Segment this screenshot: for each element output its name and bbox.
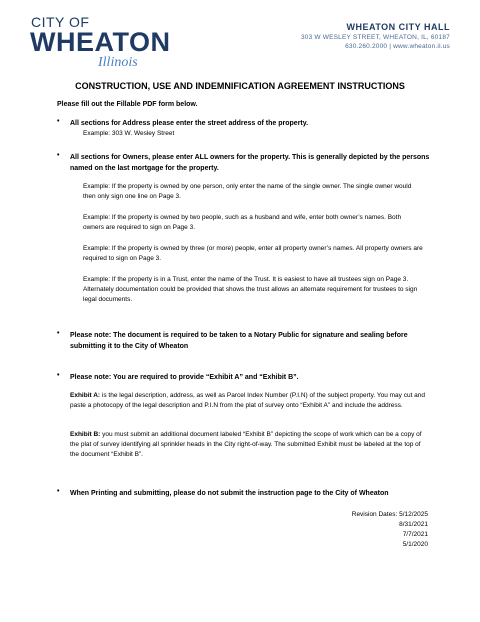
owners-example-1: Example: If the property is owned by one person, only enter the name of the single owner. The single owner would then only sign one line on Page 3.	[83, 183, 412, 200]
exhibit-a-text: is the legal description, address, as well as Parcel Index Number (P.I.N) of the subject property. You may cut and paste a photocopy of the legal description and P.I.N from the plat of survey onto “Exhibit A” and include the address.	[70, 392, 426, 409]
revision-date: 7/7/2021	[402, 531, 428, 538]
exhibit-b-description	[70, 430, 430, 460]
owners-example-3: Example: If the property is owned by three (or more) people, enter all property owner’s names. All property owners are required to sign on Page 3.	[83, 245, 423, 262]
notary-note: Please note: The document is required to be taken to a Notary Public for signature and sealing before submitting it to the City of Wheaton	[70, 332, 408, 350]
address-example: Example: 303 W. Wesley Street	[83, 130, 175, 137]
exhibit-b-label: Exhibit B:	[70, 431, 101, 438]
city-logo	[30, 14, 180, 74]
address-instruction: All sections for Address please enter the street address of the property.	[70, 120, 309, 127]
bullet-icon: •	[57, 152, 60, 159]
exhibit-a-description	[70, 391, 430, 411]
exhibits-note: Please note: You are required to provide “Exhibit A” and “Exhibit B”.	[70, 374, 299, 381]
revision-label: Revision Dates: 5/12/2025	[351, 511, 428, 518]
printing-note: When Printing and submitting, please do not submit the instruction page to the City of Wheaton	[70, 490, 389, 497]
logo-city-of: CITY OF	[31, 14, 90, 30]
exhibit-a-label: Exhibit A:	[70, 392, 101, 399]
bullet-icon: •	[57, 372, 60, 379]
city-hall-title: WHEATON CITY HALL	[346, 22, 450, 32]
bullet-icon: •	[57, 488, 60, 495]
revision-date: 5/1/2020	[402, 541, 428, 548]
bullet-icon: •	[57, 330, 60, 337]
logo-illinois: Illinois	[98, 55, 138, 70]
owners-example-4: Example: If the property is in a Trust, enter the name of the Trust. It is easiest to have all trustees sign on Page 3. Alternately documentation could be provided that shows the trust allows an alternate requirement for trustees to sign legal documents.	[83, 276, 418, 303]
city-hall-contact: 630.260.2000 | www.wheaton.il.us	[345, 43, 450, 50]
owners-example-2: Example: If the property is owned by two people, such as a husband and wife, enter both owner’s names. Both owners are required to sign on Page 3.	[83, 214, 402, 231]
exhibit-b-text: you must submit an additional document labeled “Exhibit B” depicting the scope of work which can be a copy of the plat of survey identifying all sprinkler heads in the City right-of-way. The submitted Exhibit must be labeled at the top of the document “Exhibit B”.	[70, 431, 422, 458]
revision-date: 8/31/2021	[399, 521, 428, 528]
intro-text: Please fill out the Fillable PDF form below.	[57, 101, 198, 108]
city-hall-info	[301, 22, 450, 50]
logo-wheaton: WHEATON	[30, 27, 171, 57]
document-title: CONSTRUCTION, USE AND INDEMNIFICATION AGREEMENT INSTRUCTIONS	[75, 81, 405, 91]
owners-instruction: All sections for Owners, please enter ALL owners for the property. This is generally depicted by the persons named on the last mortgage for the property.	[70, 154, 430, 172]
city-hall-address: 303 W WESLEY STREET, WHEATON, IL, 60187	[300, 34, 450, 41]
revision-dates	[352, 510, 428, 550]
bullet-icon: •	[57, 118, 60, 125]
